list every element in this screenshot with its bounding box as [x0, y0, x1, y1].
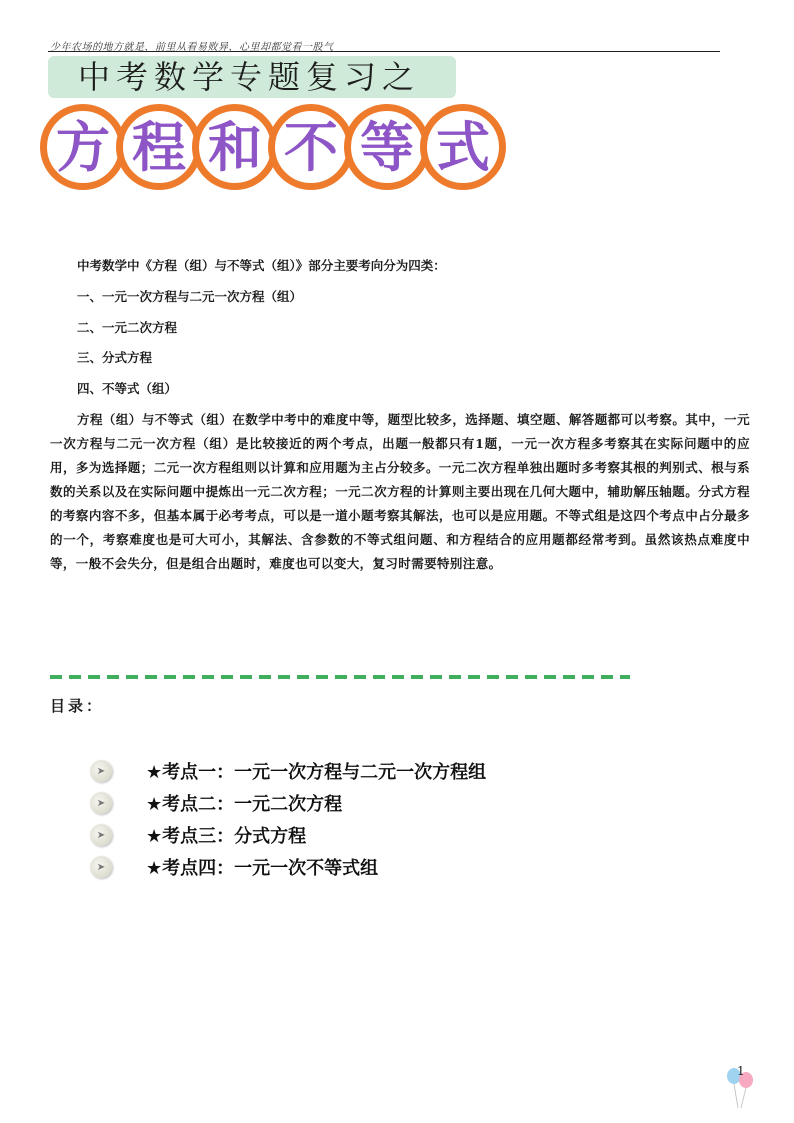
- intro-paragraph: 方程（组）与不等式（组）在数学中考中的难度中等，题型比较多，选择题、填空题、解答题都可以考察。其中，一元一次方程与二元一次方程（组）是比较接近的两个考点，出题一般都只有1题，一元一次方程多考察其在实际问题中的应用，多为选择题；二元一次方程组则以计算和应用题为主占分较多。一元二次方程单独出题时多考察其根的判别式、根与系数的关系以及在实际问题中提炼出一元二次方程；一元二次方程的计算则主要出现在几何大题中，辅助解压轴题。分式方程的考察内容不多，但基本属于必考考点，可以是一道小题考察其解法，也可以是应用题。不等式组是这四个考点中占分最多的一个，考察难度也是可大可小，其解法、含参数的不等式组问题、和方程结合的应用题都经常考到。虽然该热点难度中等，一般不会失分，但是组合出题时，难度也可以变大，复习时需要特别注意。: [50, 412, 750, 571]
- toc-item[interactable]: [90, 852, 570, 882]
- toc-bullet-icon: ➤: [90, 824, 112, 846]
- title-circle-5: [344, 104, 430, 190]
- toc-item-label: ★考点二：一元二次方程: [146, 794, 343, 815]
- title-char: 方: [56, 115, 110, 179]
- toc-item[interactable]: [90, 756, 570, 786]
- toc-bullet-icon: ➤: [90, 792, 112, 814]
- toc-item-label: ★考点四：一元一次不等式组: [146, 858, 379, 879]
- category-item: 四、不等式（组）: [77, 381, 178, 396]
- category-item: 二、一元二次方程: [77, 320, 178, 335]
- page-number: 1: [737, 1064, 745, 1078]
- title-char: 等: [360, 115, 414, 179]
- toc-item-label: ★考点三：分式方程: [146, 826, 307, 847]
- header-motto: 少年农场的地方就是，前里从看易败异，心里却都觉看一股气: [50, 42, 334, 53]
- title-circle-2: [116, 104, 202, 190]
- intro-lead: 中考数学中《方程（组）与不等式（组）》部分主要考向分为四类：: [77, 258, 446, 273]
- title-circle-3: [192, 104, 278, 190]
- toc-title: 目录：: [50, 697, 105, 715]
- title-char: 程: [132, 115, 186, 179]
- toc-item-label: ★考点一：一元一次方程与二元一次方程组: [146, 762, 487, 783]
- title-circle-4: [268, 104, 354, 190]
- category-item: 一、一元一次方程与二元一次方程（组）: [77, 289, 303, 304]
- category-item: 三、分式方程: [77, 350, 153, 365]
- title-char: 式: [436, 115, 490, 179]
- toc-item[interactable]: [90, 820, 570, 850]
- toc-bullet-icon: ➤: [90, 856, 112, 878]
- title-char: 和: [208, 115, 262, 179]
- section-divider: [50, 675, 630, 679]
- banner-title: 中考数学专题复习之: [78, 58, 421, 96]
- title-char: 不: [284, 115, 338, 179]
- header-rule: [48, 51, 720, 52]
- title-circle-6: [420, 104, 506, 190]
- toc-item[interactable]: [90, 788, 570, 818]
- toc-bullet-icon: ➤: [90, 760, 112, 782]
- title-circle-1: [40, 104, 126, 190]
